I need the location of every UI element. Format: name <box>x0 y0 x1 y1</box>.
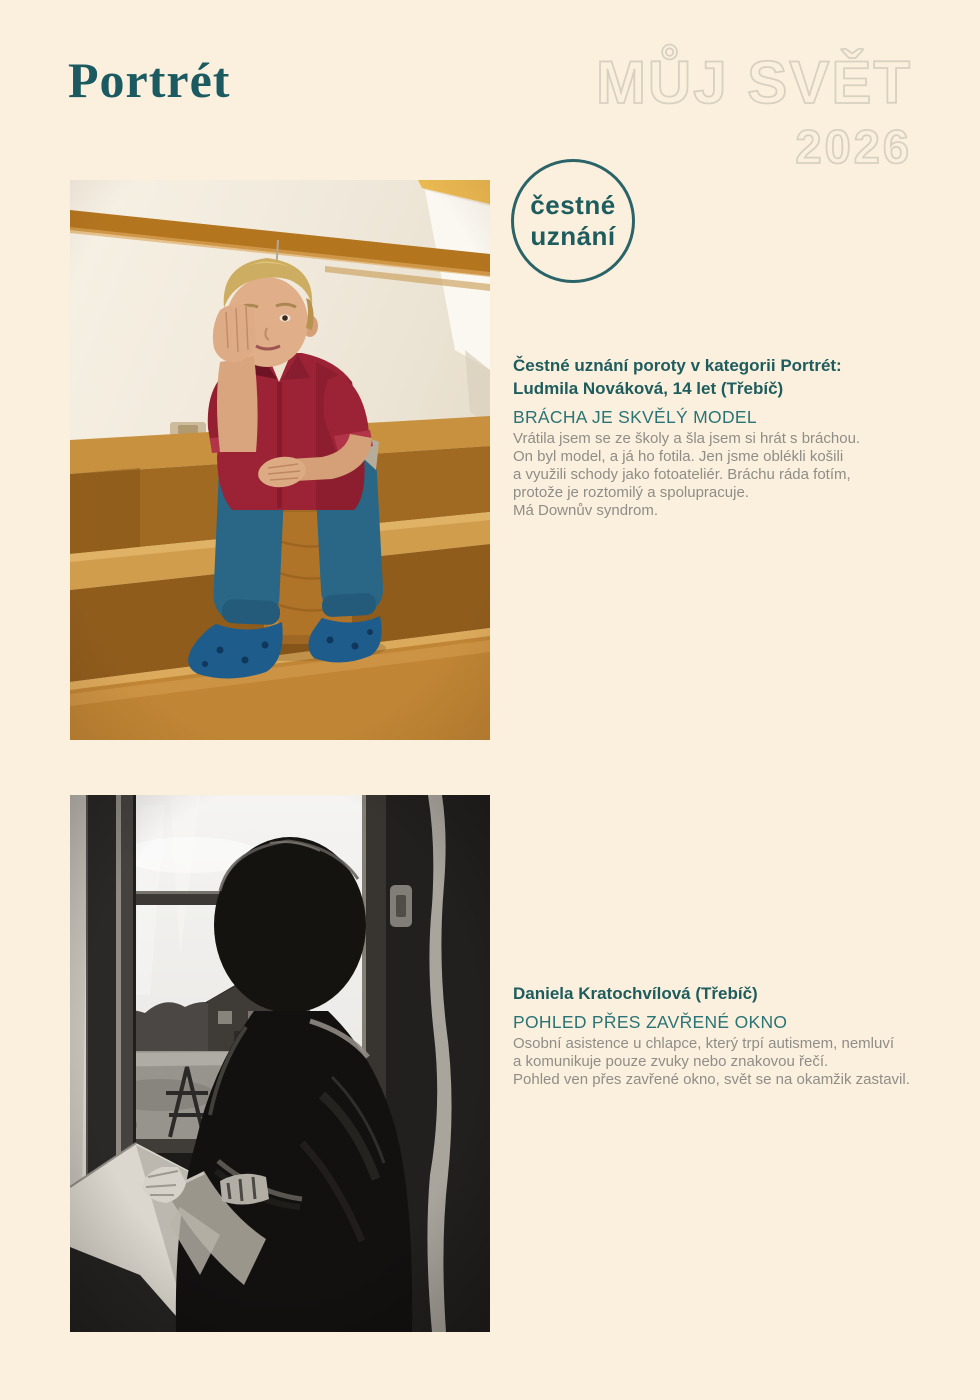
badge-line-2: uznání <box>530 221 616 251</box>
honorable-mention-badge <box>511 159 635 283</box>
page-title: Portrét <box>68 52 231 108</box>
entry-1-award-heading-line-2: Ludmila Nováková, 14 let (Třebíč) <box>513 379 784 398</box>
entry-2-photo-title: POHLED PŘES ZAVŘENÉ OKNO <box>513 1012 788 1032</box>
entry-2-text-block <box>513 982 943 1089</box>
entry-1-description <box>513 430 943 520</box>
photo-boy-at-window-illustration <box>70 795 490 1332</box>
entry-1-description-line: On byl model, a já ho fotila. Jen jsme oblékli košili <box>513 448 844 465</box>
entry-2-author: Daniela Kratochvílová (Třebíč) <box>513 984 758 1003</box>
entry-2-description <box>513 1035 943 1089</box>
badge-line-1: čestné <box>530 190 616 220</box>
photo-boy-on-stairs <box>70 180 490 740</box>
photo-boy-at-window <box>70 795 490 1332</box>
entry-1-description-line: Vrátila jsem se ze školy a šla jsem si hrát s bráchou. <box>513 430 861 447</box>
entry-1-description-line: a využili schody jako fotoateliér. Bráchu ráda fotím, <box>513 466 851 483</box>
entry-1-photo-title: BRÁCHA JE SKVĚLÝ MODEL <box>513 407 757 427</box>
entry-1-description-line: Má Downův syndrom. <box>513 502 659 519</box>
event-year-outline-text: 2026 <box>795 120 912 173</box>
entry-2-description-line: a komunikuje pouze zvuky nebo znakovou řečí. <box>513 1053 829 1070</box>
entry-2-description-line: Pohled ven přes zavřené okno, svět se na okamžik zastavil. <box>513 1071 910 1088</box>
entry-1-award-heading-line-1: Čestné uznání poroty v kategorii Portrét: <box>513 356 842 375</box>
photo-boy-on-stairs-illustration <box>70 180 490 740</box>
event-name-outline-text: MŮJ SVĚT <box>595 49 912 116</box>
entry-2-description-line: Osobní asistence u chlapce, který trpí autismem, nemluví <box>513 1035 894 1052</box>
entry-1-description-line: protože je roztomilý a spolupracuje. <box>513 484 749 501</box>
entry-1-text-block <box>513 354 943 520</box>
